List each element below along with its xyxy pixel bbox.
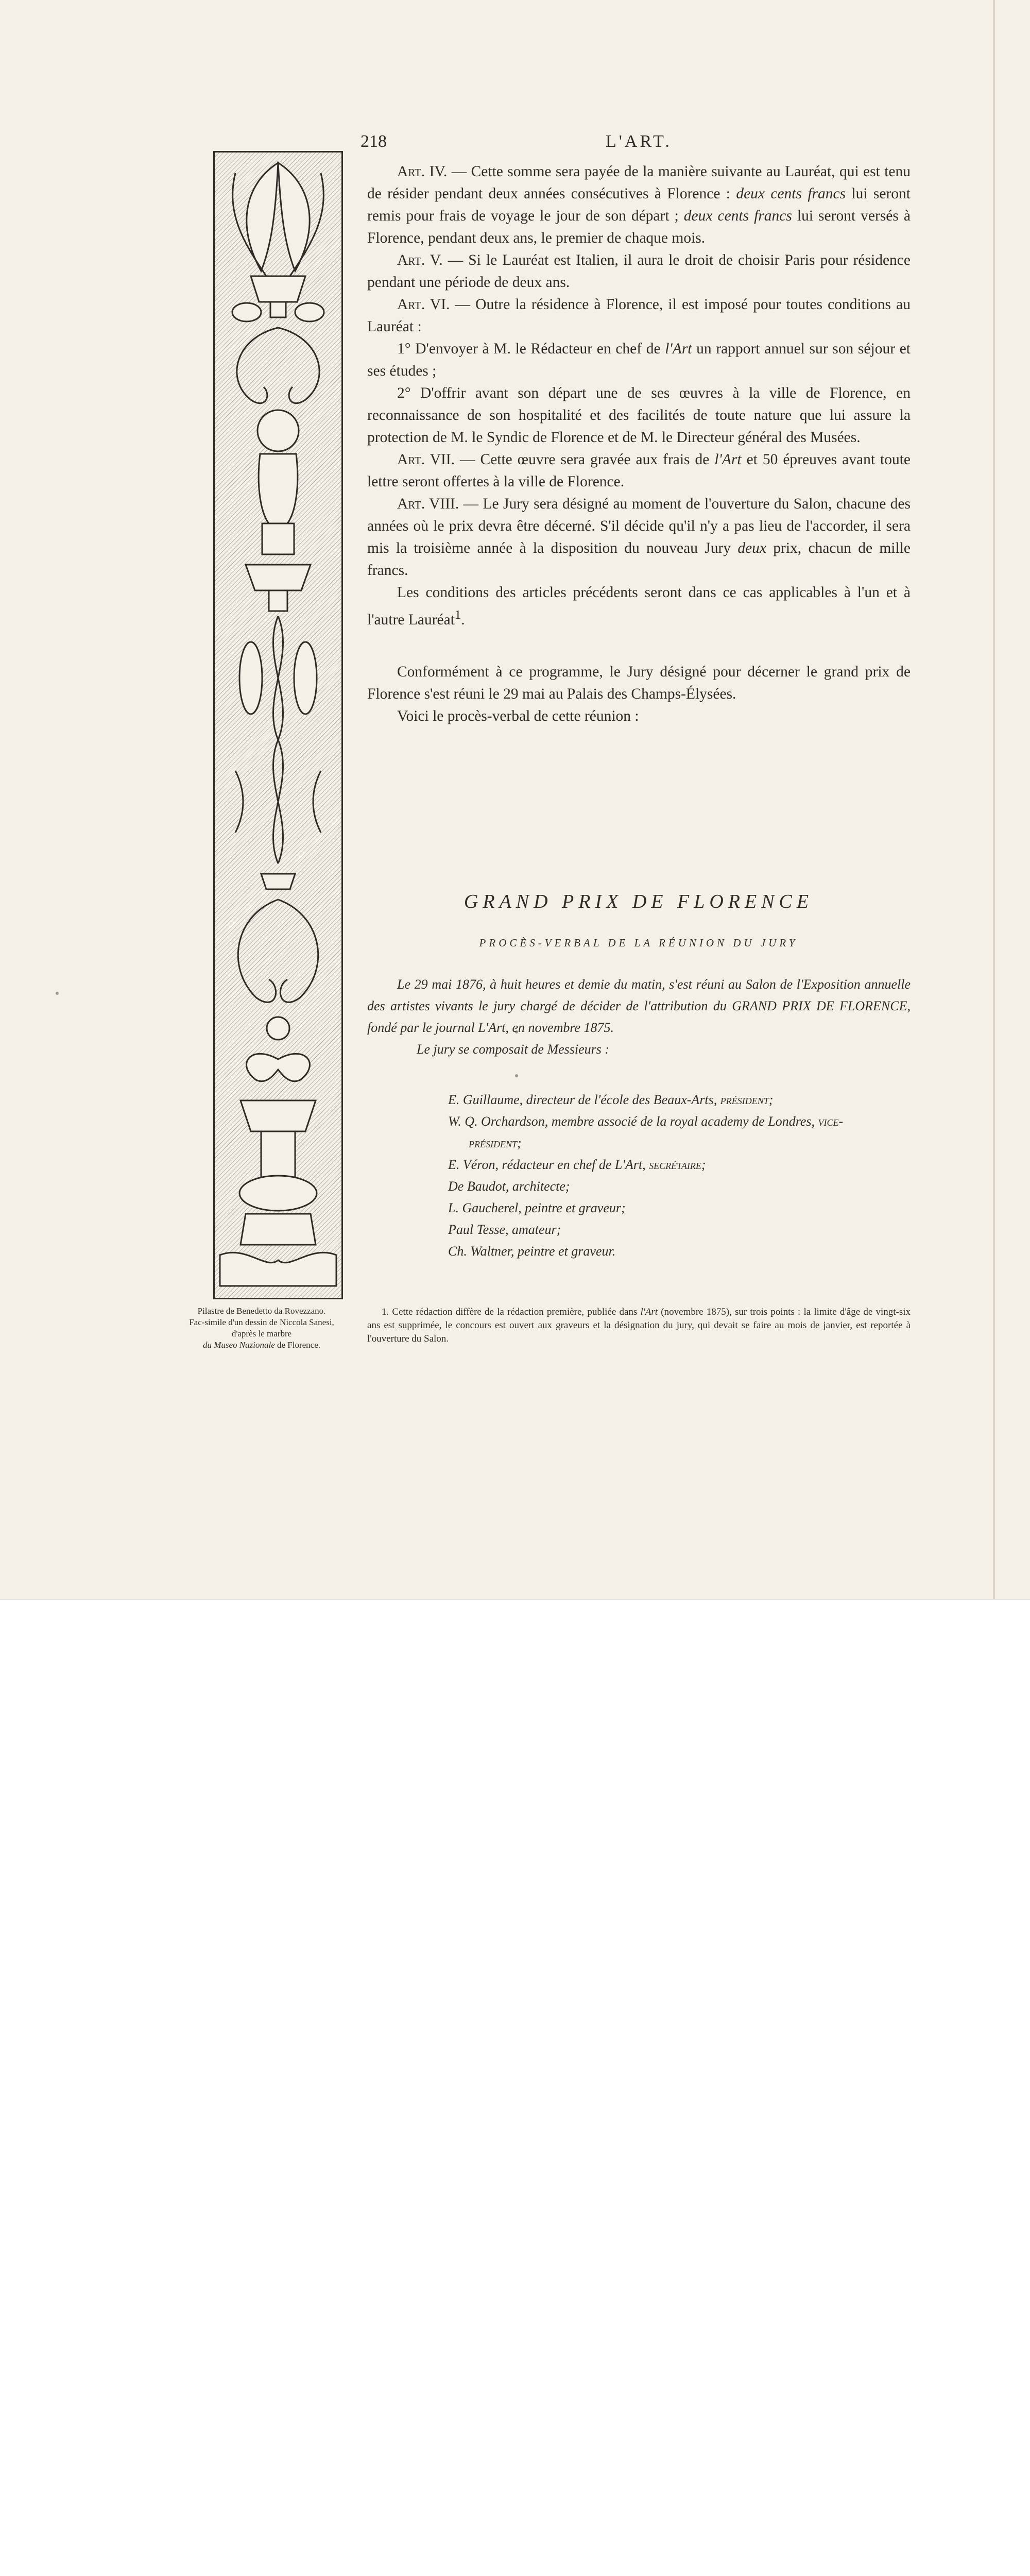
member-name: E. Guillaume, directeur de l'école des Beaux-Arts, [448,1092,720,1107]
jury-member: L. Gaucherel, peintre et graveur; [448,1200,626,1215]
member-name: E. Véron, rédacteur en chef de L'Art, [448,1157,649,1172]
article-number: Art. V. [397,252,443,268]
text: — Cette somme sera payée de la manière suivante au Lauréat, qui est tenu de résider pendant deux années consécutives à Florence : [367,163,911,202]
caption-line [174,1340,349,1351]
text: — Outre la résidence à Florence, il est imposé pour toutes conditions au Lauréat : [367,296,911,335]
paragraph-art-iv [367,161,911,249]
member-name: W. Q. Orchardson, membre associé de la royal academy de Londres, [448,1114,818,1129]
italic-text: deux [737,540,766,556]
jury-list [448,1089,912,1262]
caption-line: d'après le marbre [231,1329,292,1338]
article-number: Art. IV. [397,163,448,180]
caption-text: de Florence. [274,1340,321,1350]
jury-member: Ch. Waltner, peintre et graveur. [448,1244,616,1259]
paragraph-condition-2: 2° D'offrir avant son départ une de ses œuvres à la ville de Florence, en reconnaissance de son hospitalité et des facilités de toute nature que lui assure la protection de M. le Syndic de Florence et de M. le Directeur général des Musées. [367,385,911,446]
viewer-footer [0,1599,1030,1684]
ornament-engraving [215,152,341,1298]
paragraph-conditions [367,582,911,631]
paragraph-art-vi [367,294,911,338]
text: Les conditions des articles précédents seront dans ce cas applicables à l'un et à l'autre Lauréat [367,584,911,628]
jury-member [448,1154,912,1176]
article-number: Art. VIII. [397,496,459,512]
italic-text: deux cents francs [736,185,846,202]
caption-line: Pilastre de Benedetto da Rovezzano. [197,1306,326,1316]
paper-speck [515,1074,518,1077]
text: 1° D'envoyer à M. le Rédacteur en chef de [397,341,665,357]
section-subtitle: PROCÈS-VERBAL DE LA RÉUNION DU JURY [479,937,798,949]
member-role: vice- [818,1114,844,1129]
text: (novembre 1875), sur trois points : la limite d'âge de vingt-six ans est supprimée, le concours est ouvert aux graveurs et la désignation du jury, qui devait se faire au mois de janvier, est reportée à l'ouverture du Salon. [367,1307,911,1344]
caption-italic: du Museo Nazionale [202,1340,275,1350]
italic-text: deux cents francs [683,208,792,224]
text: lui seront versés à Florence, pendant deux ans, le premier de chaque mois. [367,208,911,246]
footnote-ref: 1 [454,608,461,622]
proces-verbal [367,974,911,1060]
paragraph-conformement: Conformément à ce programme, le Jury désigné pour décerner le grand prix de Florence s'est réuni le 29 mai au Palais des Champs-Élysées. [367,663,911,702]
text: prix, chacun de mille francs. [367,540,911,579]
page-header [360,132,927,152]
footnote-text [367,1306,911,1346]
text: Cette rédaction diffère de la rédaction première, publiée dans [389,1307,641,1317]
paper-speck [56,992,59,995]
paragraph-art-v [367,249,911,294]
paragraph-voici: Voici le procès-verbal de cette réunion : [397,707,639,724]
jury-member-continued: président; [469,1136,522,1150]
text: — Cette œuvre sera gravée aux frais de [455,451,715,468]
illustration-caption [174,1306,349,1351]
member-role: secrétaire; [649,1157,706,1172]
jury-member: Paul Tesse, amateur; [448,1222,561,1237]
proces-intro: Le jury se composait de Messieurs : [417,1042,610,1057]
footnote [367,1306,911,1346]
text: . [461,611,465,628]
spacer [367,631,911,661]
page-number: 218 [360,132,387,151]
text: un rapport annuel sur son séjour et ses études ; [367,341,911,379]
proces-text: Le 29 mai 1876, à huit heures et demie du matin, s'est réuni au Salon de l'Exposition annuelle des artistes vivants le jury chargé de décider de l'attribution du GRAND PRIX DE FLORENCE, fondé par le journal L'Art, en novembre 1875. [367,977,911,1035]
page-edge-shadow [993,0,995,1599]
jury-member: De Baudot, architecte; [448,1179,570,1194]
italic-text: l'Art [665,341,692,357]
paragraph-art-viii [367,493,911,582]
pilaster-illustration [213,151,343,1299]
article-number: Art. VII. [397,451,455,468]
running-head: L'ART. [606,132,672,151]
article-body [367,161,911,727]
jury-member [448,1111,912,1132]
jury-member [448,1089,912,1111]
article-number: Art. VI. [397,296,450,313]
italic-text: l'Art [714,451,742,468]
caption-line: Fac-simile d'un dessin de Niccola Sanesi, [189,1317,334,1327]
text: — Le Jury sera désigné au moment de l'ouverture du Salon, chacune des années où le prix devra être décerné. S'il décide qu'il n'y a pas lieu de l'accorder, il sera mis la troisième année à la disposition du nouveau Jury [367,496,911,556]
text: et 50 épreuves avant toute lettre seront offertes à la ville de Florence. [367,451,911,490]
member-role: président; [720,1092,774,1107]
italic-text: l'Art [640,1307,658,1317]
text: lui seront remis pour frais de voyage le jour de son départ ; [367,185,911,224]
section-title: GRAND PRIX DE FLORENCE [464,891,814,912]
paragraph-art-vii [367,449,911,493]
paragraph-condition-1 [367,338,911,382]
footnote-marker: 1. [382,1307,389,1317]
text: — Si le Lauréat est Italien, il aura le droit de choisir Paris pour résidence pendant une période de deux ans. [367,252,911,291]
